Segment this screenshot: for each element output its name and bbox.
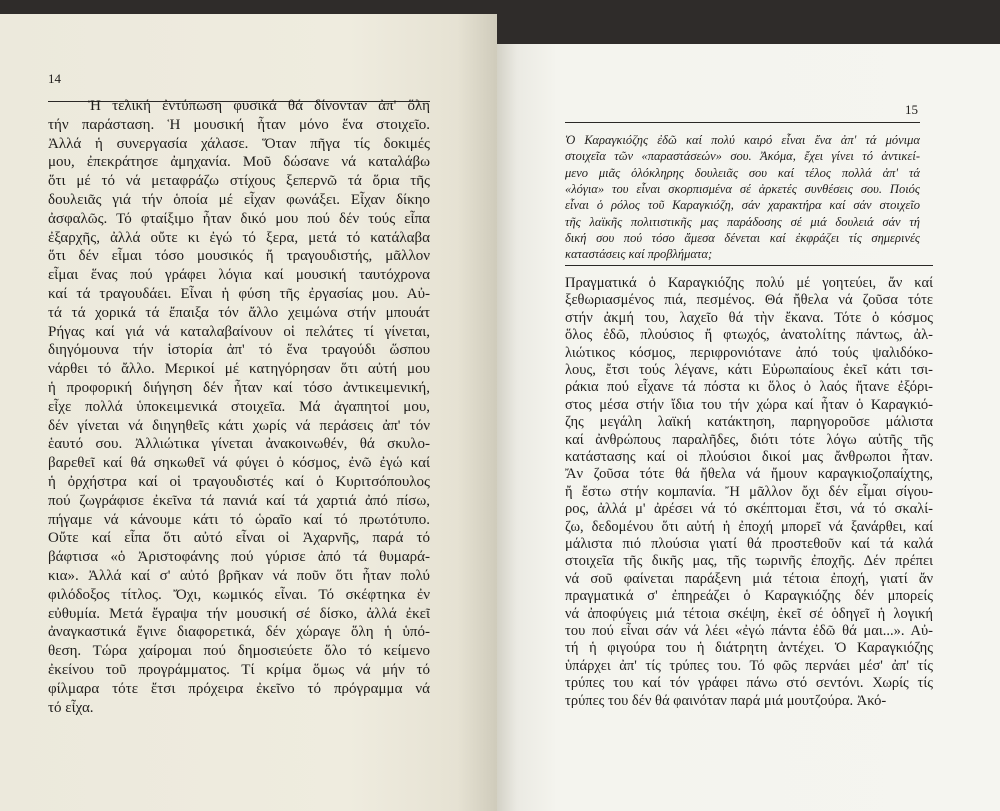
answer-line: τρύπες του δέν θά φαινόταν παρά μιά μουτζούρα. Ἀκό-: [565, 692, 887, 709]
answer-line: ράκια πού εἶχανε τά πόστα κι ὅλος ὁ λαός ἤτανε ἐξόρι-: [565, 379, 933, 396]
text-line: ἀσφαλῶς. Τό φταίξιμο ἦταν δικό μου πού δέν τούς εἶπα: [48, 210, 430, 227]
text-line: εἶμαι ἕνας πού γράφει λόγια καί μουσική ταυτόχρονα: [48, 267, 430, 284]
answer-line: ὑπάρχει ἀπ' τίς τρύπες του. Τό φῶς περνάει μέσ' ἀπ' τίς: [565, 657, 933, 674]
answer-line: ὅλος ἐδῶ, πλούσιος ἤ φτωχός, ἀνατολίτης πάντως, ἀλ-: [565, 327, 933, 344]
text-line: Ρήγας καί γιά νά καταλαβαίνουν οἱ πελάτες τί γίνεται,: [48, 323, 430, 340]
page-number: 14: [48, 71, 61, 86]
answer-line: πραγματικά σ' ἐπηρεάζει ὁ Καραγκιόζης δέν μπορείς: [565, 588, 933, 605]
answer-line: στος μέσα στήν ἴδια του τήν χώρα καί ἦταν ὁ Καραγκιό-: [565, 396, 933, 413]
right-book-page: [497, 44, 1000, 811]
page-number: 15: [905, 102, 918, 117]
text-line: βάφτισα «ὁ Ἀριστοφάνης πού γύρισε ἀπό τά θυμαρά-: [48, 549, 430, 566]
text-line: Ἡ τελική ἐντύπωση φυσικά θά δίνονταν ἀπ' ὅλη: [88, 98, 430, 114]
answer-line: ζης μεγάλη λαϊκή κατάκτηση, παρηγοροῦσε μάλιστα: [565, 414, 933, 431]
question-separator-rule: [565, 265, 933, 266]
text-line: δέν γίνεται νά διηγηθεῖς κάτι χωρίς νά περάσεις ἀπ' τόν: [48, 417, 430, 434]
answer-line: κατάστασης καί οἱ πλούσιοι δικοί μας ἄνθρωποι ἦταν.: [565, 449, 933, 465]
answer-line: νά ἀποφύγεις μιά τέτοια σκέψη, ἐκεῖ σέ ὁδηγεῖ ἡ λογική: [565, 605, 933, 622]
text-line: ὅτι μέ τό νά μεταφράζω στίχους ξεπερνῶ τά ὅρια τῆς: [48, 173, 430, 190]
text-line: τά τά χορικά τά ἔπαιξα τόν ἄλλο χειμώνα στήν μπουάτ: [48, 304, 430, 321]
text-line: κια». Ἀλλά καί σ' αὐτό βρῆκαν νά ποῦν ὅτι ἦταν πολύ: [48, 568, 430, 584]
text-line: μου, ἐπεκράτησε ἀμηχανία. Μοῦ δώσανε νά καταλάβω: [48, 154, 430, 171]
text-line: ἐκείνου τοῦ προγράμματος. Τί κρίμα ὅμως νά μήν τό: [48, 662, 430, 678]
header-rule: [565, 122, 920, 123]
text-line: δουλειᾶς γιά τήν ὁποία μέ εἶχαν φωνάξει. Εἶχαν δίκηο: [48, 192, 430, 208]
answer-line: λους, ἔτσι τούς λέγανε, κάτι Εὐρωπαίους ἐκεῖ κάτι τσι-: [565, 362, 933, 378]
text-line: φίλμαρα τότε ἔτσι πρόχειρα ἐκεῖνο τό πρόγραμμα νά: [48, 680, 430, 697]
text-line: εὐθυμία. Μετά ἔγραψα τήν μουσική σέ δίσκο, ἀλλά ἐκεῖ: [48, 605, 430, 622]
answer-line: νά σοῦ φαίνεται παράξενη μιά τέτοια ἐποχή, γιατί ἄν: [565, 570, 933, 587]
question-line: δική σου πού τόσο ἄμεσα δένεται καί ἐκφράζει τίς σημερινές: [565, 230, 920, 245]
answer-line: ζω, δεδομένου ὅτι αὐτή ἡ ἐποχή μπορεῖ νά ξανάρθει, καί: [565, 518, 933, 535]
answer-line: μάλιστα πιό πλούσια γιατί θά προστεθοῦν καί τά καλά: [565, 536, 933, 552]
text-line: ὅτι δέν εἶμαι τόσο μουσικός ἤ τραγουδιστής, μᾶλλον: [48, 248, 430, 265]
text-line: ἀναγκαστικά ἔγινε διαφορετικά, δέν χώραγε ὅλη ἡ ὑπό-: [48, 624, 430, 641]
answer-line: τή ἡ φιγούρα του ἡ διάτρητη ἀντέχει. Ὁ Καραγκιόζης: [565, 640, 933, 657]
text-line: ἡ ὀρχήστρα καί οἱ τραγουδιστές καί ὁ Κυριτσόπουλος: [48, 474, 430, 490]
question-line: στοιχεῖα τῶν «παραστάσεών» σου. Ἀκόμα, ἔχει γίνει τό ἀντικεί-: [565, 149, 920, 164]
text-line: Ἀλλά ἡ συνεργασία χάλασε. Ὅταν πῆγα τίς δοκιμές: [48, 135, 430, 152]
text-line: φιλόδοξος τίτλος. Ὄχι, κωμικός εἶναι. Τό σκέφτηκα ἐν: [48, 586, 430, 603]
question-line: «λόγια» του εἶναι σκορπισμένα σέ ἀρκετές συνθέσεις σου. Ποιός: [565, 181, 920, 196]
text-line: Οὔτε καί εἶπα ὅτι αὐτό εἶναι οἱ Ἀχαρνῆς, παρά τό: [48, 530, 430, 547]
question-line: καταστάσεις καί προβλήματα;: [565, 247, 713, 262]
text-line: ἑαυτό σου. Ἀλλιώτικα γίνεται ἀνακοινωθέν, θά σκυλο-: [48, 436, 430, 453]
answer-line: ξεθωριασμένος πιά, πεσμένος. Θά ἤθελα νά ζοῦσα τότε: [565, 292, 933, 309]
text-line: τό εἶχα.: [48, 699, 94, 716]
left-book-page: [0, 14, 497, 811]
text-line: νάρθει τό ἄλλο. Μερικοί μέ κατηγόρησαν ὅτι αὐτή μου: [48, 361, 430, 378]
question-line: Ὁ Καραγκιόζης ἐδῶ καί πολύ καιρό εἶναι ἕνα ἀπ' τά μόνιμα: [565, 133, 920, 147]
answer-line: στήν ἀκμή του, λαχεῖο θά τὴν ἔκανα. Τότε ὁ κόσμος: [565, 309, 933, 326]
text-line: διηγόμουνα τήν ἱστορία ἀπ' τό ἕνα τραγούδι ὥσπου: [48, 342, 430, 359]
answer-line: λιώτικος κόσμος, περιφρονιότανε ἀπό τούς ψαλιδόκο-: [565, 344, 933, 361]
answer-line: ἤ ἔστω στήν κομπανία. Ἤ μᾶλλον ὄχι δέν εἶμαι σίγου-: [565, 483, 933, 500]
text-line: ἡ προφορική διήγηση δέν ἦταν καί τόσο ἀντικειμενική,: [48, 380, 430, 396]
answer-line: ρος, ἀλλά μ' ἀρέσει νά τό σκέπτομαι ἔτσι, νά τό σκαλί-: [565, 501, 933, 518]
question-line: εἶναι ὁ ρόλος τοῦ Καραγκιόζη, σάν χαρακτήρα καί σάν στοιχεῖο: [565, 198, 920, 213]
text-line: εἶχε πολλά ὑποκειμενικά στοιχεῖα. Μά ἀγαπητοί μου,: [48, 398, 430, 415]
text-line: ἐξαρχῆς, ἀλλά οὔτε κι ἐγώ τό ξερα, μετά τό κατάλαβα: [48, 229, 430, 246]
question-line: τῆς λαϊκῆς πολιτιστικῆς μας παράδοσης σέ μιά δουλειά σάν τή: [565, 214, 920, 229]
answer-line: Πραγματικά ὁ Καραγκιόζης πολύ μέ γοητεύει, ἄν καί: [565, 275, 933, 291]
answer-line: καί ἀνθρώπους παραλῆδες, διότι τότε λόγω αὐτῆς τῆς: [565, 431, 933, 448]
answer-line: Ἄν ζοῦσα τότε θά ἤθελα νά ἤμουν καραγκιοζοπαίχτης,: [565, 466, 933, 483]
text-line: τήν παράσταση. Ἡ μουσική ἦταν μόνο ἕνα στοιχεῖο.: [48, 116, 430, 133]
text-line: καί τά τραγουδάει. Εἶναι ἡ φύση τῆς ἐργασίας μου. Αὐ-: [48, 286, 430, 302]
text-line: πήγαμε νά κάνουμε κάτι τό ὡραῖο καί τό πρωτότυπο.: [48, 511, 430, 528]
answer-line: τρύπες του καί τόν γράφει πάνω στό σεντόνι. Χωρίς τίς: [565, 675, 933, 692]
text-line: πού ζωγράφισε ἐκεῖνα τά πανιά καί τά χαρτιά ἀπό πίσω,: [48, 492, 430, 509]
text-line: βαρεθεῖ καί θά σηκωθεῖ νά φύγει ὁ κόσμος, ἐνῶ ἐγώ καί: [48, 455, 430, 472]
answer-line: του πού εἶναι σάν νά λέει «ἐγώ πάντα ἐδῶ θά μαι...». Αὐ-: [565, 623, 933, 639]
answer-line: στοιχεῖα τῆς δικῆς μας, τῆς τωρινῆς ἐποχῆς. Δέν πρέπει: [565, 553, 933, 570]
text-line: θεση. Τώρα χαίρομαι πού δημοσιεύετε ὅλο τό κείμενο: [48, 643, 430, 660]
question-line: μενο μιᾶς ὁλόκληρης δουλειᾶς σου καί τέλος πολλά ἀπ' τά: [565, 165, 920, 180]
